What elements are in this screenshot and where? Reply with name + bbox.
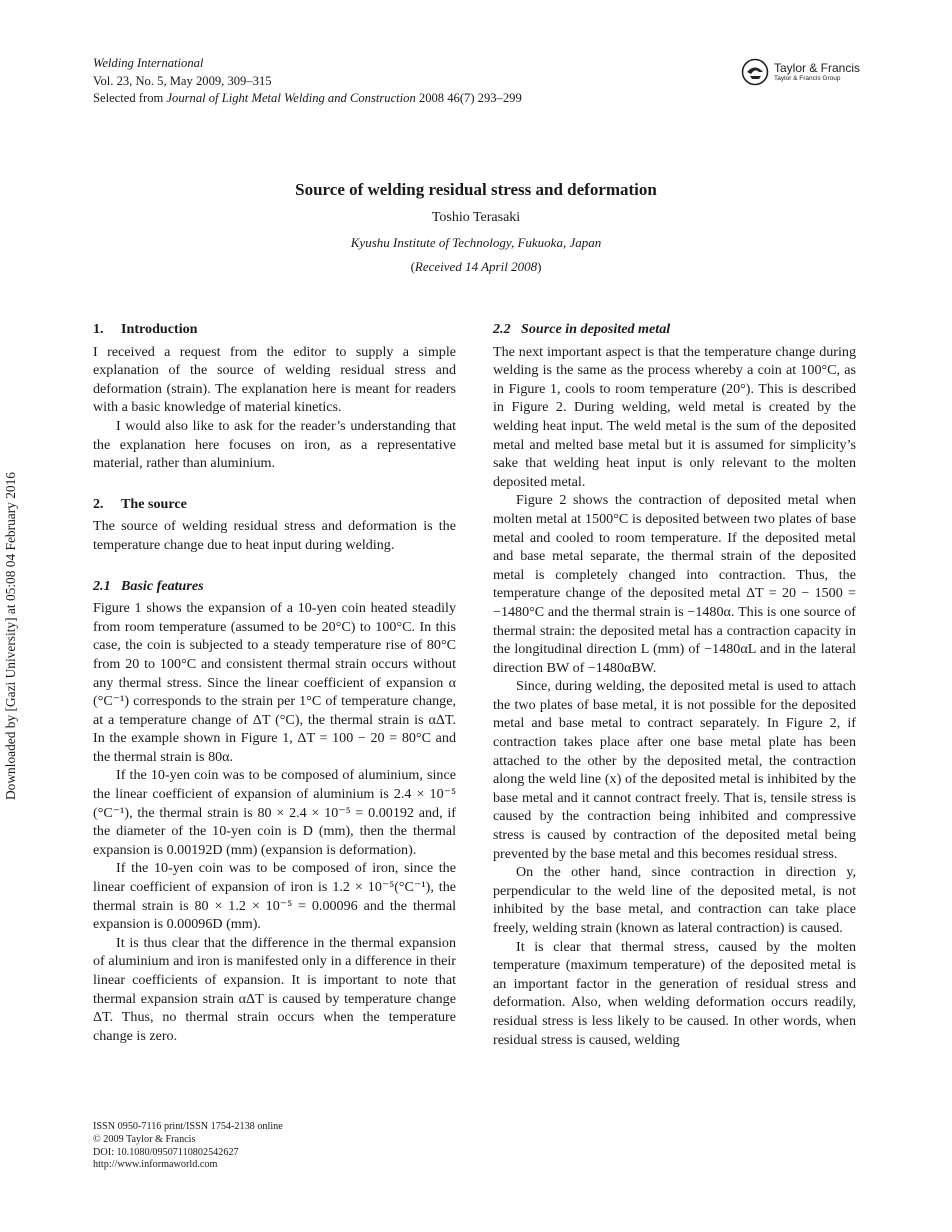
- publisher-group: Taylor & Francis Group: [774, 74, 841, 82]
- publisher-logo: [741, 58, 860, 86]
- subsection-heading-basic-features: [93, 577, 456, 596]
- section-number: 1.: [93, 321, 104, 337]
- section-heading-introduction: [93, 320, 456, 339]
- paragraph: Figure 2 shows the contraction of deposited metal when molten metal at 1500°C is deposited between two plates of base metal and cooled to room temperature. If the deposited metal and base metal separate, the thermal strain of the deposited metal is completely changed into contraction. Thus, the temperature change of the deposited metal ΔT = 20 − 1500 = −1480°C and the thermal strain is −1480α. This is one source of thermal strain: the deposited metal has a contraction capacity in the longitudinal direction L (mm) of −1480αL and in the lateral direction BW of −1480αBW.: [493, 492, 856, 676]
- left-column: [93, 320, 456, 1045]
- selected-prefix: Selected from: [93, 91, 167, 105]
- selected-from-line: [93, 90, 522, 108]
- paragraph: On the other hand, since contraction in direction y, perpendicular to the weld line of the deposited metal, is not inhibited by the base metal, and contraction can take place freely, welding strain (known as lateral contraction) is caused.: [493, 864, 856, 936]
- volume-line: Vol. 23, No. 5, May 2009, 309–315: [93, 73, 272, 88]
- publisher-name: Taylor & Francis: [774, 60, 861, 75]
- journal-header: [93, 55, 522, 108]
- received-text: Received 14 April 2008: [414, 259, 538, 274]
- received-date: [0, 258, 952, 275]
- subsection-number: 2.1: [93, 577, 111, 594]
- paragraph: I would also like to ask for the reader’s understanding that the explanation here focuses on iron, as a representative material, rather than aluminium.: [93, 417, 456, 472]
- article-author: Toshio Terasaki: [431, 210, 521, 225]
- section-number: 2.: [93, 495, 104, 512]
- journal-name: Welding International: [93, 56, 204, 70]
- paragraph: It is clear that thermal stress, caused by the molten temperature (maximum temperature) of the deposited metal is an important factor in the generation of residual stress and deformation. Also, when welding deformation occurs readily, residual stress is less likely to be caused. In other words, when residual stress is caused, welding: [493, 938, 856, 1048]
- selected-suffix: 2008 46(7) 293–299: [415, 91, 522, 105]
- download-watermark: Downloaded by [Gazi University] at 05:08 04 February 2016: [3, 472, 18, 800]
- right-column: [493, 320, 856, 1049]
- received-close: ): [537, 259, 542, 274]
- selected-journal: Journal of Light Metal Welding and Construction: [166, 91, 416, 105]
- paragraph: If the 10-yen coin was to be composed of iron, since the linear coefficient of expansion of iron is 1.2 × 10⁻⁵(°C⁻¹), the thermal strain is 80 × 1.2 × 10⁻⁵ = 0.00096 and the thermal expansion is 0.00096D (mm).: [93, 860, 456, 933]
- subsection-heading-deposited-metal: [493, 320, 856, 339]
- title-block: [0, 180, 952, 275]
- subsection-number: 2.2: [493, 321, 511, 337]
- issn: ISSN 0950-7116 print/ISSN 1754-2138 online: [93, 1121, 283, 1132]
- author-affiliation: Kyushu Institute of Technology, Fukuoka, Japan: [350, 235, 602, 250]
- section-title: The source: [121, 495, 187, 512]
- copyright: © 2009 Taylor & Francis: [93, 1133, 196, 1145]
- subsection-title: Basic features: [121, 577, 204, 594]
- section-heading-source: [93, 495, 456, 514]
- section-title: Introduction: [121, 321, 198, 337]
- received-open: (: [410, 259, 415, 274]
- paragraph: If the 10-yen coin was to be composed of aluminium, since the linear coefficient of expansion of aluminium is 2.4 × 10⁻⁵ (°C⁻¹), the thermal strain is 80 × 2.4 × 10⁻⁵ = 0.00192 and, if the diameter of the 10-yen coin is D (mm), then the thermal expansion is 0.00192D (mm) (expansion is deformation).: [93, 767, 456, 858]
- paragraph: I received a request from the editor to supply a simple explanation of the source of welding residual stress and deformation (strain). The explanation here is meant for readers with a basic knowledge of material kinetics.: [93, 343, 456, 416]
- paragraph: It is thus clear that the difference in the thermal expansion of aluminium and iron is manifested only in a difference in their linear coefficients of expansion. It is important to note that thermal expansion strain αΔT is caused by temperature change ΔT. Thus, no thermal strain occurs when the temperature change is zero.: [93, 934, 456, 1044]
- publisher-url[interactable]: http://www.informaworld.com: [93, 1159, 218, 1171]
- paragraph: The next important aspect is that the temperature change during welding is the same as the process whereby a coin at 100°C, as in Figure 1, cools to room temperature (20°). This is described in Figure 2. During welding, weld metal is created by the welding heat input. The weld metal is the sum of the deposited metal and melted base metal but it is assumed for simplicity’s sake that welding heat input is only relevant to the molten deposited metal.: [493, 343, 856, 490]
- paragraph: The source of welding residual stress and deformation is the temperature change due to heat input during welding.: [93, 518, 456, 553]
- doi: DOI: 10.1080/09507110802542627: [93, 1146, 239, 1158]
- paragraph: Figure 1 shows the expansion of a 10-yen coin heated steadily from room temperature (assumed to be 20°C) to 100°C. In this case, the coin is subjected to a steady temperature rise of 80°C from 20 to 100°C and consistent thermal strain occurs without any thermal stress. Since the linear coefficient of expansion α (°C⁻¹) corresponds to the strain per 1°C of temperature change, at a temperature change of ΔT (°C), the thermal strain is αΔT. In the example shown in Figure 1, ΔT = 100 − 20 = 80°C and the thermal strain is 80α.: [93, 600, 456, 765]
- publisher-emblem-icon: [741, 58, 769, 86]
- footer-block: [93, 1121, 283, 1172]
- subsection-title: Source in deposited metal: [521, 321, 671, 337]
- paragraph: Since, during welding, the deposited metal is used to attach the two plates of base metal, it is not possible for the deposited metal and base metal to contract separately. In Figure 2, if contraction takes place after one base metal plate has been attached to the other by the deposited metal, the contraction along the weld line (x) of the deposited metal is inhibited by the base metal and it cannot contract freely. That is, tensile stress is caused by the contraction being inhibited and compressive stress is caused by contraction of the deposited metal being prevented by the base metal and this becomes residual stress.: [493, 678, 856, 862]
- article-title: Source of welding residual stress and deformation: [295, 180, 657, 199]
